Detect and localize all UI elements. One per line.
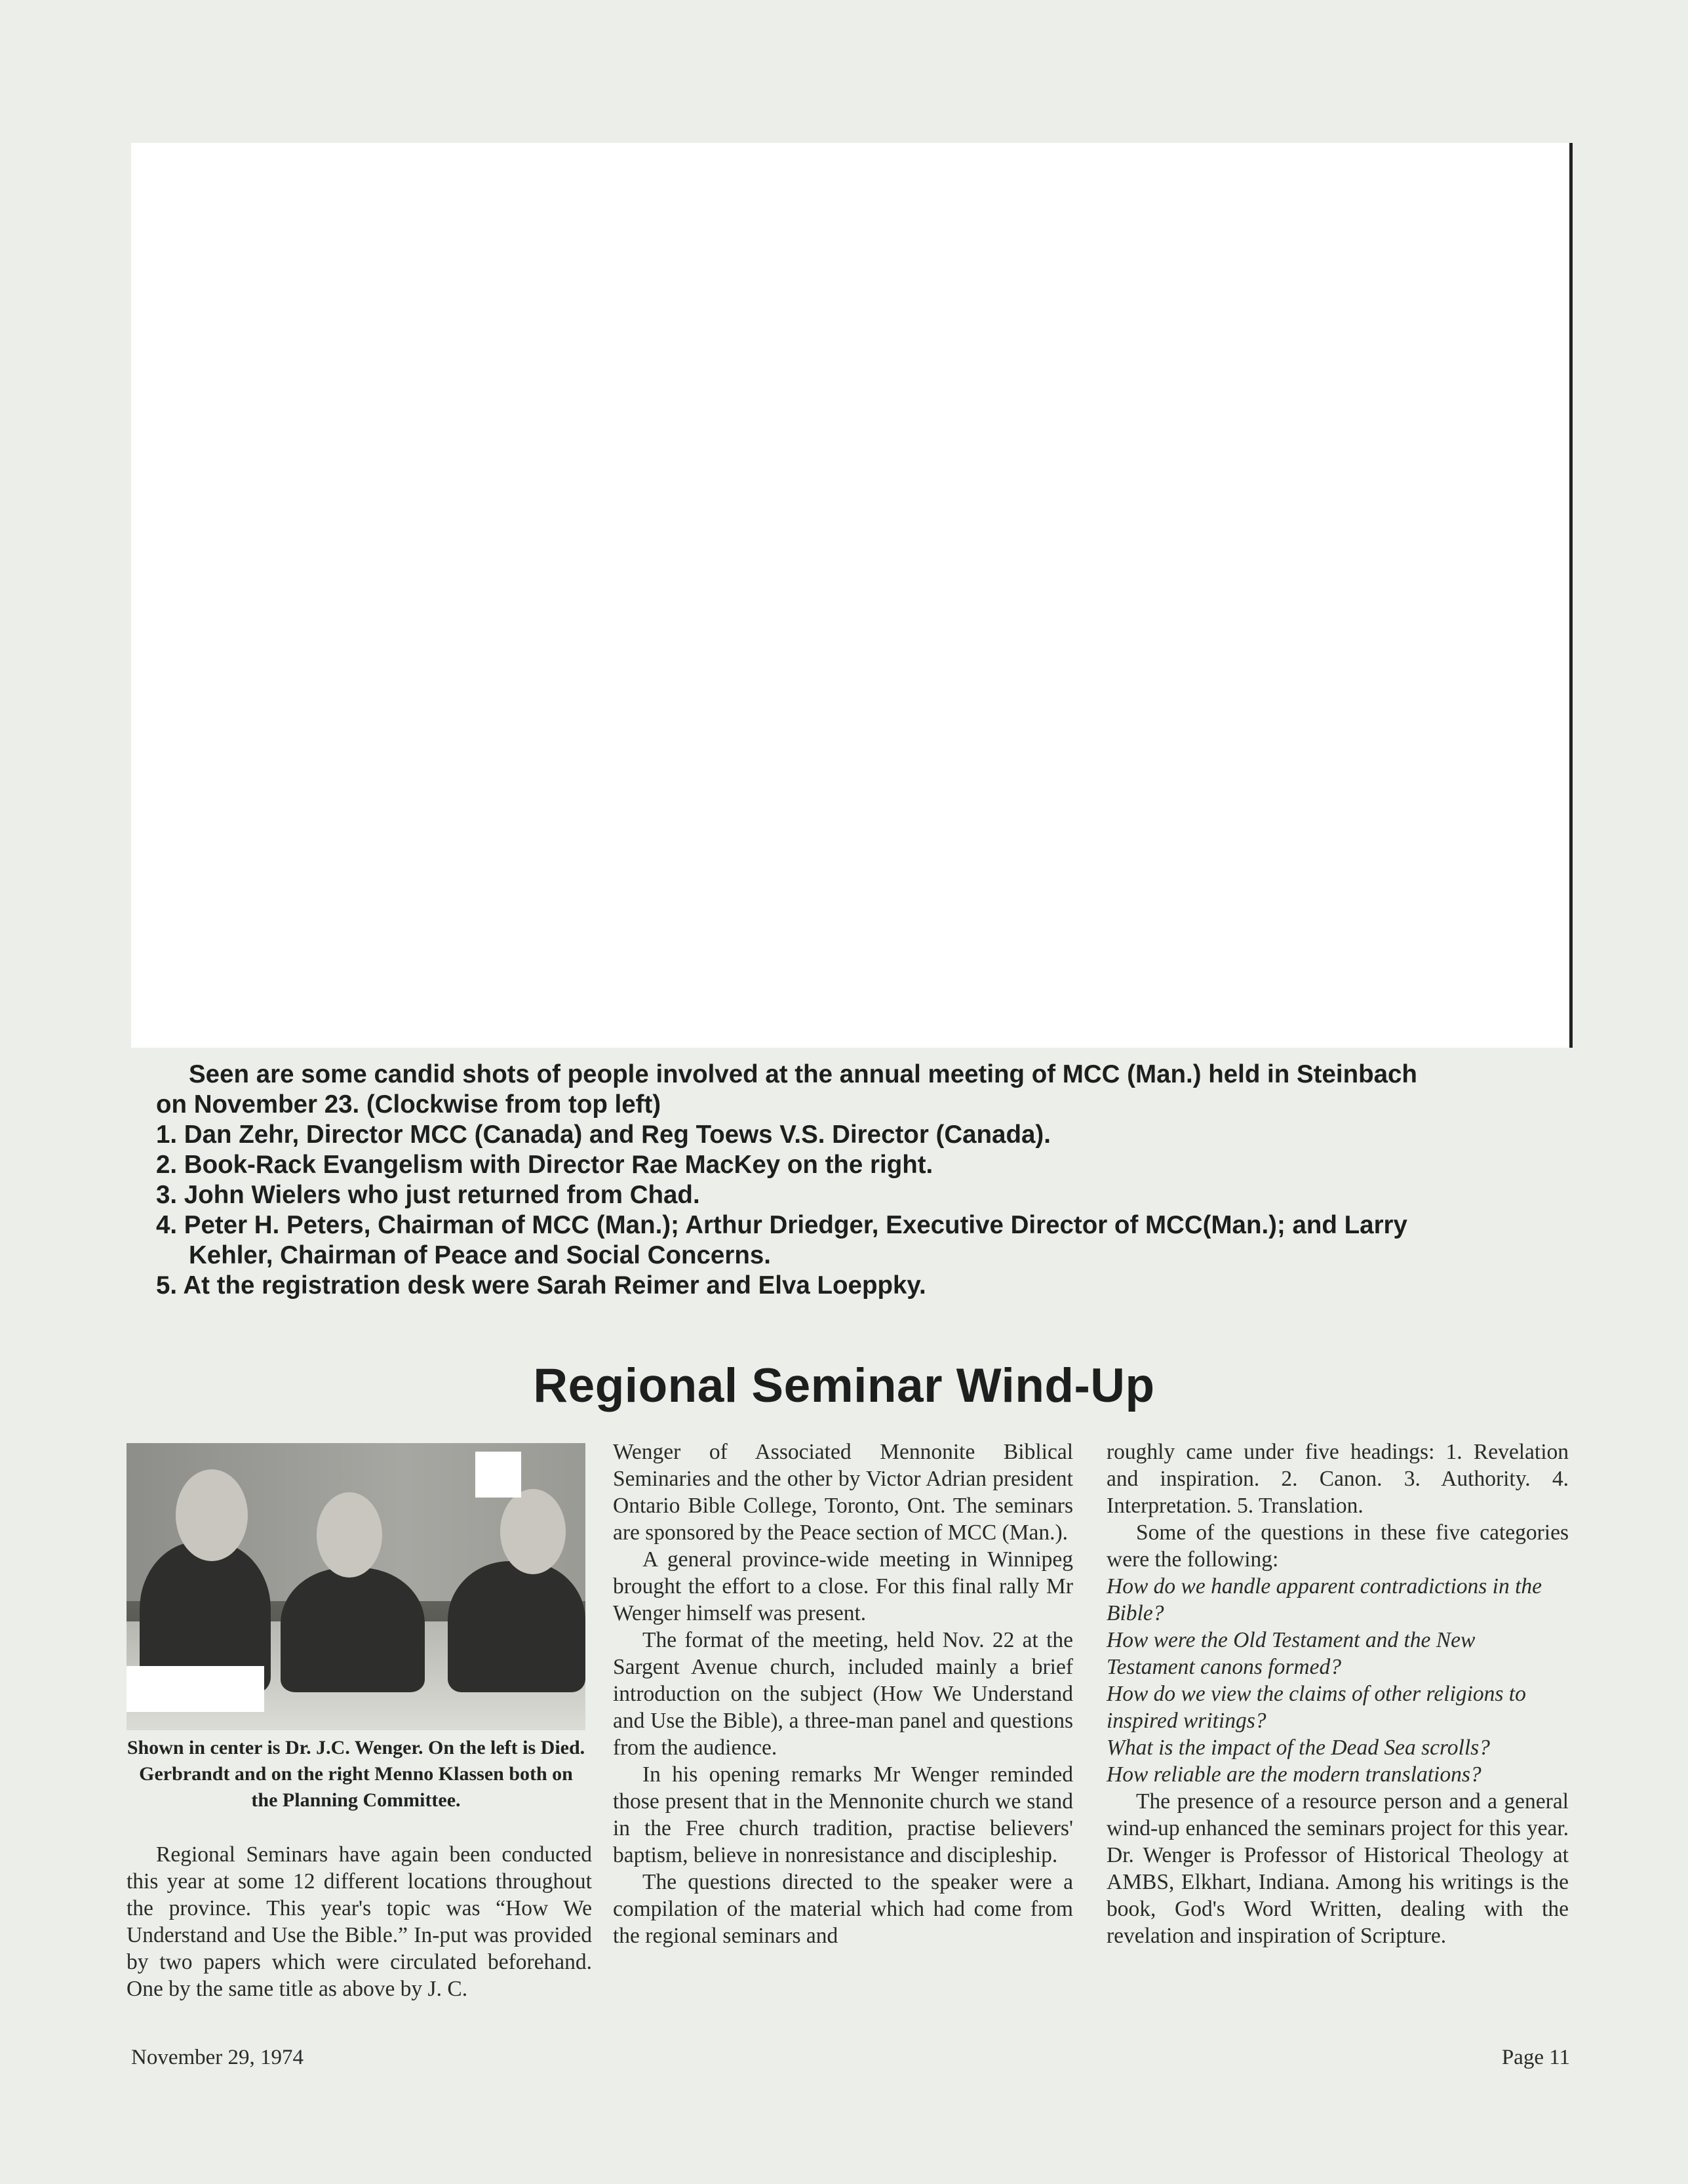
photo-head-right [500,1489,566,1574]
caption-item: 4. Peter H. Peters, Chairman of MCC (Man.); Arthur Driedger, Executive Director of MCC(Man.); and Larry [156,1211,1407,1239]
photo-redaction [127,1666,264,1712]
question-item: How reliable are the modern translations? [1107,1762,1482,1787]
photo-head-center [317,1492,382,1578]
caption-item: Kehler, Chairman of Peace and Social Concerns. [189,1241,771,1269]
article-headline: Regional Seminar Wind-Up [533,1359,1155,1412]
caption-item: 2. Book-Rack Evangelism with Director Rae MacKey on the right. [156,1151,933,1179]
article-paragraph: The questions directed to the speaker were a compilation of the material which had come from the regional seminars and [613,1870,1073,1948]
question-item: What is the impact of the Dead Sea scrolls? [1107,1736,1490,1760]
question-item: How were the Old Testament and the New Testament canons formed? [1107,1628,1476,1679]
article-paragraph: In his opening remarks Mr Wenger reminded those present that in the Mennonite church we stand in the Free church tradition, practise believers' baptism, believe in nonresistance and discipleship. [613,1762,1073,1867]
footer-page-number: Page 11 [1501,2046,1570,2069]
article-paragraph: A general province-wide meeting in Winnipeg brought the effort to a close. For this final rally Mr Wenger himself was present. [613,1547,1073,1625]
photo-collage-area [131,143,1573,1048]
caption-item: 3. John Wielers who just returned from Chad. [156,1181,700,1209]
photo-person-right [448,1561,585,1692]
article-photo [127,1443,585,1730]
caption-item: 5. At the registration desk were Sarah Reimer and Elva Loeppky. [156,1271,926,1300]
article-paragraph: Some of the questions in these five categories were the following: [1107,1520,1569,1572]
article-paragraph: The format of the meeting, held Nov. 22 at the Sargent Avenue church, included mainly a brief introduction on the subject (How We Understand and Use the Bible), a three-man panel and questions from the audience. [613,1628,1073,1760]
photo-redaction [475,1452,521,1498]
article-column-1 [127,1841,592,2002]
photo-person-center [281,1568,425,1692]
question-item: How do we view the claims of other religions to inspired writings? [1107,1682,1526,1733]
article-column-2 [613,1439,1073,1949]
caption-intro-line2: on November 23. (Clockwise from top left) [156,1090,661,1119]
photo-collage-caption [156,1060,1559,1301]
question-item: How do we handle apparent contradictions in the Bible? [1107,1574,1542,1625]
article-column-3 [1107,1439,1569,1949]
article-paragraph: roughly came under five headings: 1. Revelation and inspiration. 2. Canon. 3. Authority. 4. Interpretation. 5. Translation. [1107,1440,1569,1518]
article-photo-caption: Shown in center is Dr. J.C. Wenger. On the left is Died. Gerbrandt and on the right Menno Klassen both on the Planning Committee. [127,1737,585,1811]
caption-item: 1. Dan Zehr, Director MCC (Canada) and Reg Toews V.S. Director (Canada). [156,1121,1051,1149]
article-paragraph: Regional Seminars have again been conducted this year at some 12 different locations throughout the province. This year's topic was “How We Understand and Use the Bible.” In-put was provided by two papers which were circulated beforehand. One by the same title as above by J. C. [127,1842,592,2001]
photo-head-left [176,1469,248,1561]
article-paragraph: Wenger of Associated Mennonite Biblical Seminaries and the other by Victor Adrian president Ontario Bible College, Toronto, Ont. The seminars are sponsored by the Peace section of MCC (Man.). [613,1440,1073,1545]
caption-intro-line1: Seen are some candid shots of people involved at the annual meeting of MCC (Man.) held in Steinbach [189,1060,1417,1088]
footer-date: November 29, 1974 [131,2046,304,2069]
article-paragraph: The presence of a resource person and a general wind-up enhanced the seminars project for this year. Dr. Wenger is Professor of Historical Theology at AMBS, Elkhart, Indiana. Among his writings is the book, God's Word Written, dealing with the revelation and inspiration of Scripture. [1107,1789,1569,1948]
